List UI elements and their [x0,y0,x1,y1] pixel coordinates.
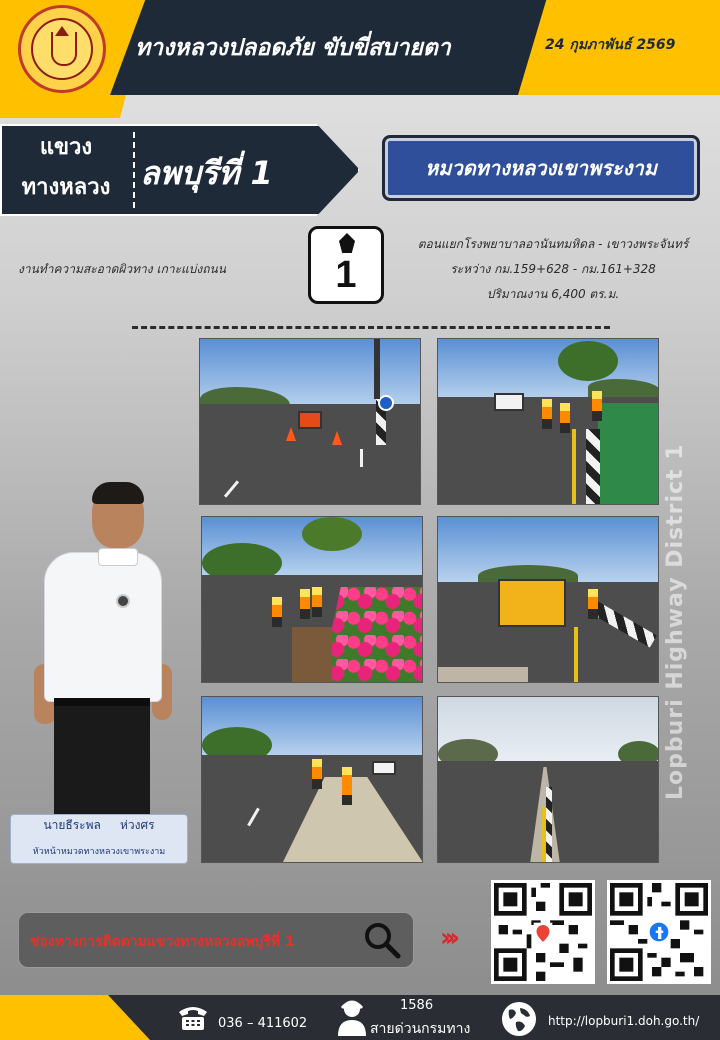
person-shirt [44,552,162,702]
district-label-line2: ทางหลวง [21,175,111,200]
district-name: ลพบุรีที่ 1 [140,154,273,192]
work-photo-2 [437,338,659,505]
globe-icon [500,1000,538,1038]
shirt-emblem-icon [116,594,130,608]
qr-code-facebook[interactable] [607,880,711,984]
person-pants [54,702,150,814]
work-km-range: ระหว่าง กม.159+628 - กม.161+328 [450,262,656,276]
garuda-icon [339,233,355,253]
route-number: 1 [335,254,357,296]
work-photo-1 [199,338,421,505]
person-belt [54,698,150,706]
facebook-icon [648,921,670,943]
header-title: ทางหลวงปลอดภัย ขับขี่สบายตา [135,35,451,61]
work-photo-6 [437,696,659,863]
section-chief-photo [34,484,168,814]
footer-phone[interactable]: 036 – 411602 [218,1016,308,1031]
footer-hotline-number[interactable]: 1586 [400,998,434,1013]
person-last-name: ห่วงศร [119,818,155,832]
hotline-person-icon [336,998,368,1036]
work-photo-5 [201,696,423,863]
footer-hotline-label: สายด่วนกรมทาง [370,1021,471,1037]
map-pin-icon [534,923,553,942]
person-first-name: นายธีระพล [43,818,101,832]
phone-icon [176,1002,210,1032]
person-collar [98,548,138,566]
search-icon [362,920,402,960]
work-description: งานทำความสะอาดผิวทาง เกาะแบ่งถนน [18,262,226,276]
chevron-right-icon: ››› [440,923,455,953]
district-label-line1: แขวง [39,135,93,160]
footer-website-link[interactable]: http://lopburi1.doh.go.th/ [548,1014,700,1028]
section-badge [382,135,700,201]
district-divider [133,132,135,208]
logo-emblem-icon [31,18,93,80]
qr-code-map[interactable] [491,880,595,984]
work-quantity: ปริมาณงาน 6,400 ตร.ม. [486,287,620,301]
work-photo-3 [201,516,423,683]
work-details [388,232,718,307]
follow-channels-text: ช่องทางการติดตามแขวงทางหลวงลพบุรีที่ 1 [30,934,295,950]
department-logo [18,5,106,93]
person-name [10,816,188,835]
person-position: หัวหน้าหมวดทางหลวงเขาพระงาม [32,847,166,857]
district-watermark: Lopburi Highway District 1 [663,443,688,800]
section-name: หมวดทางหลวงเขาพระงาม [425,156,657,180]
person-hair [92,482,144,504]
header-date: 24 กุมภาพันธ์ 2569 [545,37,676,53]
work-photo-4 [437,516,659,683]
route-sign [308,226,384,304]
district-label [6,128,126,208]
dashed-divider [132,326,610,329]
work-location: ตอนแยกโรงพยาบาลอานันทมหิดล - เขาวงพระจันทร์ [417,237,689,251]
